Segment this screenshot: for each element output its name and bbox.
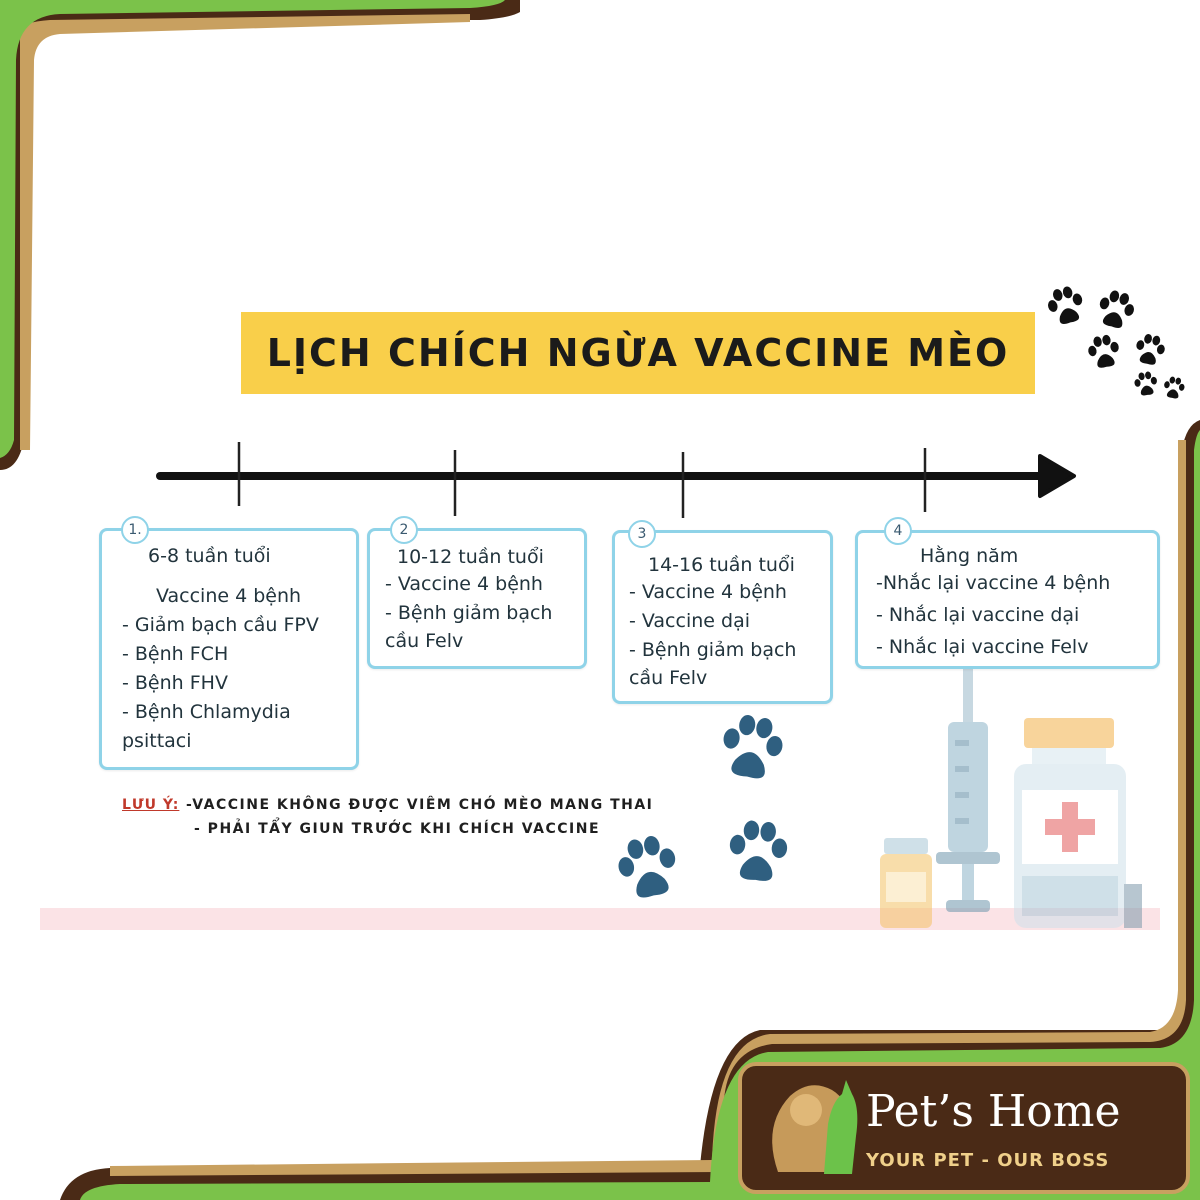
step-4-item-3: - Nhắc lại vaccine Felv (876, 636, 1089, 658)
note-label: LƯU Ý: (122, 797, 180, 813)
brand-logo (738, 1062, 878, 1186)
step-3-item-1: - Vaccine 4 bệnh (629, 581, 787, 603)
paw-print-icon (1162, 375, 1186, 399)
step-1-number: 1. (121, 516, 149, 544)
frame-corner-top-left-shadow (0, 0, 520, 470)
syringe-icon (936, 665, 1000, 912)
step-4-item-2: - Nhắc lại vaccine dại (876, 604, 1080, 626)
step-1-item-1: - Giảm bạch cầu FPV (122, 614, 319, 636)
step-3-number: 3 (628, 520, 656, 548)
paw-print-icon (727, 819, 789, 883)
brand-slogan: YOUR PET - OUR BOSS (866, 1150, 1110, 1171)
paw-print-icon (1133, 332, 1167, 367)
paw-print-icon (1044, 283, 1087, 327)
step-4-number: 4 (884, 517, 912, 545)
step-1-subheading: Vaccine 4 bệnh (156, 585, 302, 607)
step-3-item-4: cầu Felv (629, 667, 708, 689)
step-1-item-2: - Bệnh FCH (122, 643, 229, 665)
step-3-item-3: - Bệnh giảm bạch (629, 639, 797, 661)
step-2-item-3: cầu Felv (385, 630, 464, 652)
timeline-arrow-head (1040, 456, 1074, 496)
brand-name: Pet’s Home (866, 1086, 1121, 1137)
medicine-bottle-icon (1014, 718, 1126, 928)
step-4-heading: Hằng năm (920, 545, 1019, 567)
step-2-item-1: - Vaccine 4 bệnh (385, 573, 543, 595)
step-1-item-4: - Bệnh Chlamydia (122, 701, 291, 723)
step-4-item-1: -Nhắc lại vaccine 4 bệnh (876, 572, 1111, 594)
paw-print-icon (614, 832, 682, 902)
vial-icon (880, 838, 932, 928)
paw-print-icon (1133, 370, 1159, 396)
dog-head-icon (790, 1094, 822, 1126)
step-2-number: 2 (390, 516, 418, 544)
step-3-item-2: - Vaccine dại (629, 610, 750, 632)
step-1-heading: 6-8 tuần tuổi (148, 545, 271, 567)
paw-print-icon (718, 711, 787, 782)
step-2-heading: 10-12 tuần tuổi (397, 546, 544, 568)
floor-strip (40, 908, 1160, 930)
medical-illustration (880, 665, 1142, 928)
black-paw-group (1044, 283, 1186, 399)
note-line-1: -VACCINE KHÔNG ĐƯỢC VIÊM CHÓ MÈO MANG THAI (186, 797, 654, 813)
step-3-heading: 14-16 tuần tuổi (648, 554, 795, 576)
note-line-2: - PHẢI TẨY GIUN TRƯỚC KHI CHÍCH VACCINE (194, 821, 601, 837)
paw-print-icon (1086, 333, 1122, 370)
paw-print-icon (1095, 287, 1138, 331)
page-title: LỊCH CHÍCH NGỪA VACCINE MÈO (266, 331, 1010, 375)
step-2-item-2: - Bệnh giảm bạch (385, 602, 553, 624)
step-1-item-3: - Bệnh FHV (122, 672, 228, 694)
step-1-item-5: psittaci (122, 730, 192, 752)
